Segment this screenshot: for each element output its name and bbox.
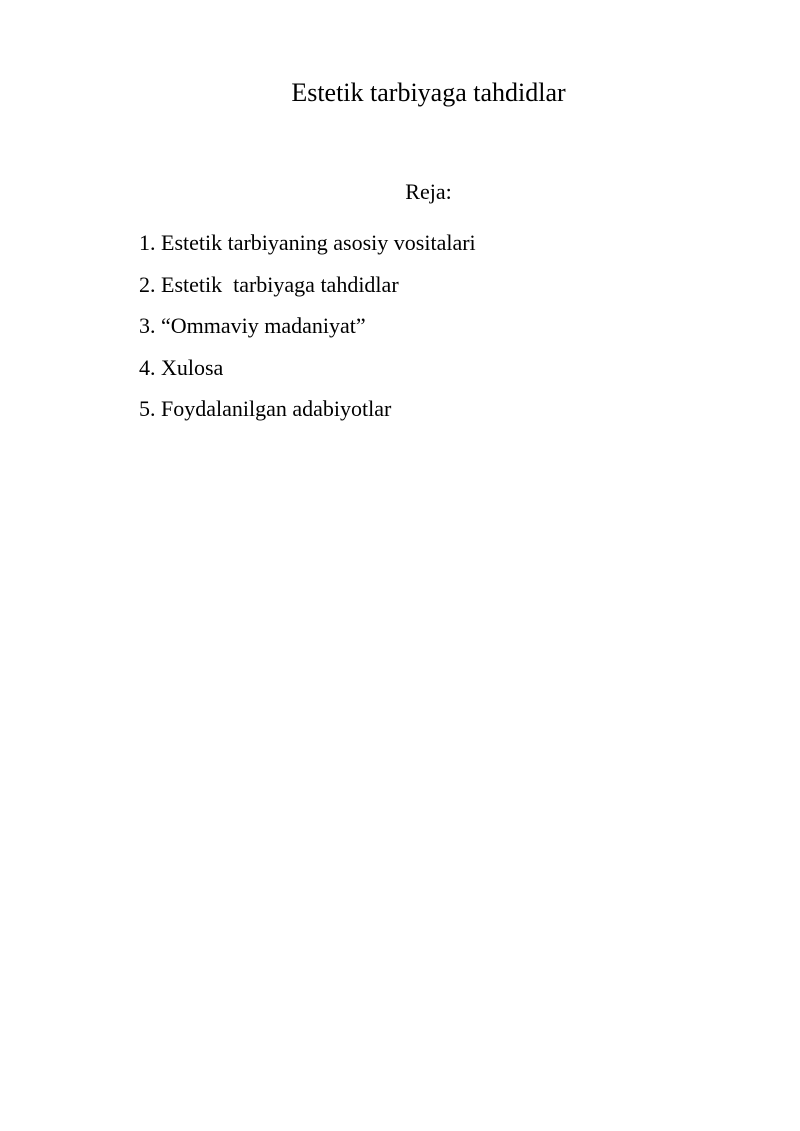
plan-heading: Reja: — [405, 179, 452, 204]
plan-item: 2. Estetik tarbiyaga tahdidlar — [139, 271, 399, 297]
plan-list — [139, 228, 476, 436]
plan-item: 3. “Ommaviy madaniyat” — [139, 313, 366, 339]
document-title: Estetik tarbiyaga tahdidlar — [291, 78, 566, 107]
plan-item: 4. Xulosa — [139, 354, 224, 380]
plan-item: 5. Foydalanilgan adabiyotlar — [139, 396, 392, 422]
plan-item: 1. Estetik tarbiyaning asosiy vositalari — [139, 230, 476, 255]
